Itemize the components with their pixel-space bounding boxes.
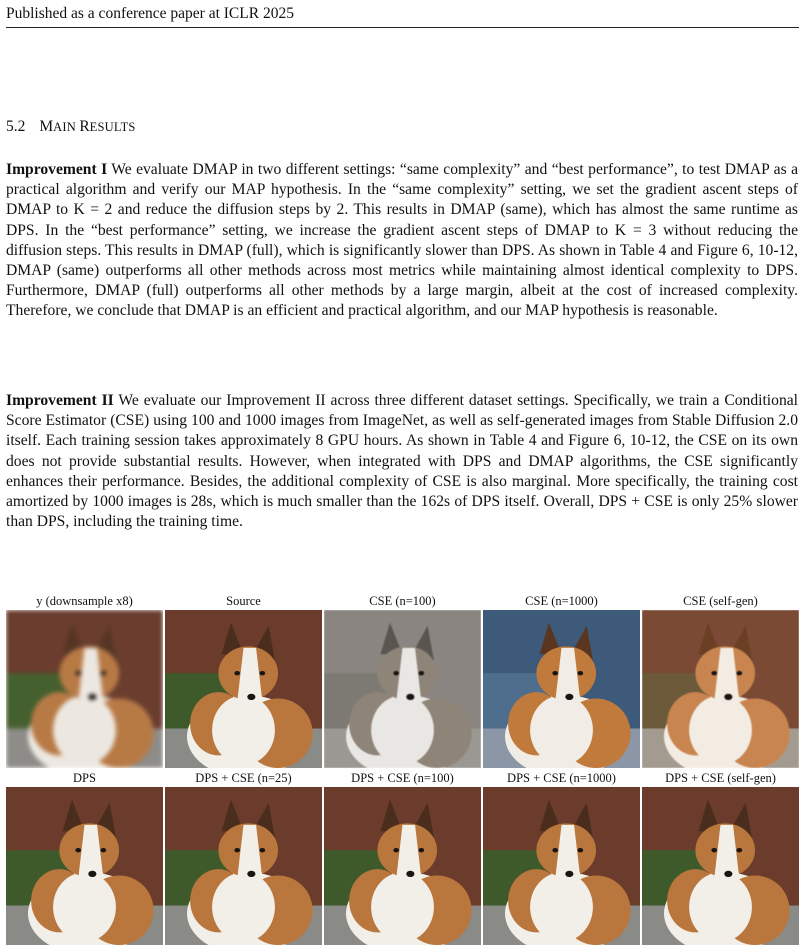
panel-label: Source bbox=[226, 594, 261, 608]
dog-illustration bbox=[483, 787, 640, 945]
panel-label: DPS + CSE (self-gen) bbox=[665, 771, 776, 785]
figure-row-1 bbox=[6, 593, 799, 768]
dog-image bbox=[483, 787, 640, 945]
figure-panel bbox=[483, 770, 640, 945]
dog-illustration bbox=[165, 787, 322, 945]
panel-label: DPS + CSE (n=1000) bbox=[507, 771, 616, 785]
figure-panel bbox=[6, 593, 163, 768]
dog-illustration bbox=[6, 787, 163, 945]
dog-illustration bbox=[483, 610, 640, 768]
figure-panel bbox=[642, 770, 799, 945]
dog-image bbox=[6, 610, 163, 768]
panel-label: DPS bbox=[73, 771, 96, 785]
figure-panel bbox=[165, 593, 322, 768]
paragraph-lead: Improvement I bbox=[6, 161, 108, 178]
dog-image bbox=[483, 610, 640, 768]
section-number: 5.2 bbox=[6, 118, 26, 135]
dog-illustration bbox=[324, 787, 481, 945]
panel-label: CSE (n=100) bbox=[369, 594, 436, 608]
paragraph-lead: Improvement II bbox=[6, 392, 114, 409]
dog-image bbox=[642, 787, 799, 945]
paragraph-improvement-1 bbox=[6, 160, 798, 322]
dog-illustration bbox=[324, 610, 481, 768]
section-heading bbox=[6, 117, 136, 137]
dog-illustration bbox=[642, 787, 799, 945]
panel-label: DPS + CSE (n=100) bbox=[351, 771, 454, 785]
figure-panel bbox=[324, 770, 481, 945]
panel-label: CSE (n=1000) bbox=[525, 594, 598, 608]
paragraph-body: We evaluate our Improvement II across three different dataset settings. Specifically, we train a Conditional Score Estimator (CSE) using 100 and 1000 images from ImageNet, as well as self-generated images from Stable Diffusion 2.0 itself. Each training session takes approximately 8 GPU hours. As shown in Table 4 and Figure 6, 10-12, the CSE on its own does not provide substantial results. However, when integrated with DPS and DMAP algorithms, the CSE significantly enhances their performance. Besides, the additional complexity of CSE is also marginal. More specifically, the training cost amortized by 1000 images is 28s, which is much smaller than the 162s of DPS itself. Overall, DPS + CSE is only 25% slower than DPS, including the training time. bbox=[6, 392, 798, 531]
figure-panel bbox=[642, 593, 799, 768]
figure-panel bbox=[324, 593, 481, 768]
panel-label: y (downsample x8) bbox=[36, 594, 133, 608]
figure-panel bbox=[6, 770, 163, 945]
dog-image bbox=[165, 787, 322, 945]
dog-illustration bbox=[6, 610, 163, 768]
section-title-rest-2: ESULTS bbox=[89, 120, 136, 134]
panel-label: DPS + CSE (n=25) bbox=[195, 771, 292, 785]
figure-panel bbox=[165, 770, 322, 945]
section-title-cap-1: M bbox=[39, 118, 54, 135]
paragraph-body: We evaluate DMAP in two different settings: “same complexity” and “best performance”, to test DMAP as a practical algorithm and verify our MAP hypothesis. In the “same complexity” setting, we set the gradient ascent steps of DMAP to K = 2 and reduce the diffusion steps by 2. This results in DMAP (same), which has almost the same runtime as DPS. In the “best performance” setting, we increase the gradient ascent steps of DMAP to K = 3 without reducing the diffusion steps. This results in DMAP (full), which is significantly slower than DPS. As shown in Table 4 and Figure 6, 10-12, DMAP (same) outperforms all other methods across most metrics while maintaining almost identical complexity to DPS. Furthermore, DMAP (full) outperforms all other methods by a large margin, albeit at the cost of increased complexity. Therefore, we conclude that DMAP is an efficient and practical algorithm, and our MAP hypothesis is reasonable. bbox=[6, 161, 798, 320]
dog-image bbox=[324, 610, 481, 768]
paragraph-improvement-2 bbox=[6, 391, 798, 532]
dog-illustration bbox=[165, 610, 322, 768]
dog-image bbox=[6, 787, 163, 945]
panel-label: CSE (self-gen) bbox=[683, 594, 758, 608]
section-title-cap-2: R bbox=[79, 118, 90, 135]
figure-row-2 bbox=[6, 770, 799, 945]
comparison-figure bbox=[6, 593, 799, 947]
section-title-rest-1: AIN bbox=[53, 120, 80, 134]
dog-illustration bbox=[642, 610, 799, 768]
running-head: Published as a conference paper at ICLR 2025 bbox=[6, 4, 799, 28]
dog-image bbox=[165, 610, 322, 768]
dog-image bbox=[324, 787, 481, 945]
figure-panel bbox=[483, 593, 640, 768]
dog-image bbox=[642, 610, 799, 768]
